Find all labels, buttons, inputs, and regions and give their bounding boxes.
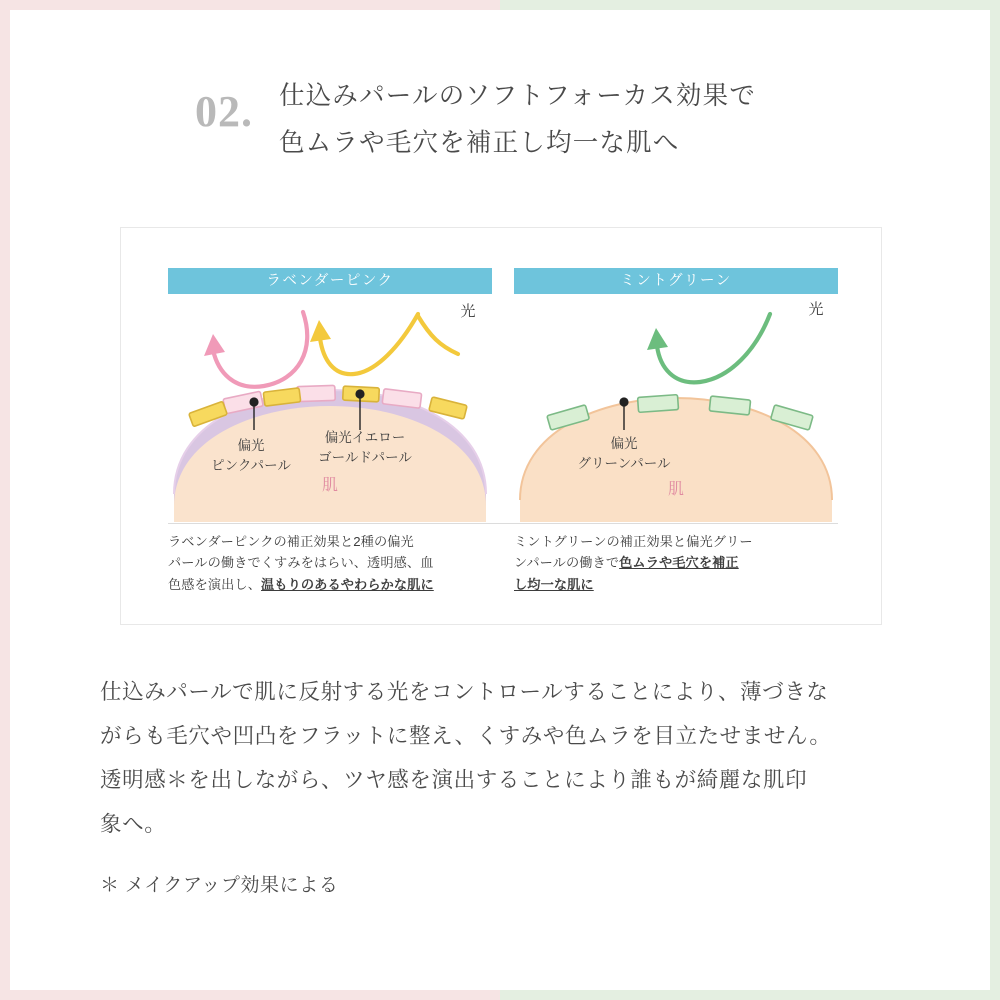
column-title-lavender-pink: ラベンダーピンク: [168, 268, 492, 294]
body-line-3: 透明感＊を出しながら、ツヤ感を演出することにより誰もが綺麗な肌印: [100, 768, 808, 793]
column-title-mint-green: ミントグリーン: [514, 268, 838, 294]
caption-left-line3-text: 色感を演出し、: [168, 576, 262, 592]
caption-left-line3: [168, 574, 492, 595]
label-polarized-gold-pearl-line2: ゴールドパール: [318, 450, 412, 466]
body-line-4: 象へ。: [100, 812, 167, 837]
diagram-lavender-pink: [168, 294, 492, 522]
label-polarized-gold-pearl-line1: 偏光イエロー: [324, 430, 406, 445]
footnote: ＊ メイクアップ効果による: [100, 875, 339, 896]
body-line-2: がらも毛穴や凹凸をフラットに整え、くすみや色ムラを目立たせません。: [100, 724, 832, 749]
light-label-left: 光: [460, 303, 476, 320]
heading-line-1: 仕込みパールのソフトフォーカス効果で: [279, 81, 757, 110]
caption-left-line1: ラベンダーピンクの補正効果と2種の偏光: [168, 534, 414, 549]
label-polarized-green-pearl: [549, 434, 699, 475]
caption-mint-green: [514, 531, 838, 595]
label-polarized-gold-pearl: [290, 428, 440, 469]
light-label-right: 光: [808, 301, 824, 318]
label-polarized-pink-pearl-line2: ピンクパール: [211, 458, 291, 474]
diagram-mint-green: [514, 294, 838, 522]
arrow-green-reflection: [647, 314, 770, 382]
caption-right-line1: ミントグリーンの補正効果と偏光グリー: [514, 534, 753, 549]
skin-label-left: 肌: [321, 477, 339, 494]
body-text: [100, 670, 930, 846]
skin-label-right: 肌: [667, 481, 685, 498]
column-lavender-pink: [168, 268, 492, 522]
caption-left-line2: パールの働きでくすみをはらい、透明感、血: [168, 555, 434, 571]
arrow-pink-reflection: [204, 312, 307, 387]
caption-right-emphasis-2: し均一な肌に: [514, 576, 594, 592]
body-line-1: 仕込みパールで肌に反射する光をコントロールすることにより、薄づきな: [100, 680, 829, 704]
label-polarized-green-pearl-line2: グリーンパール: [577, 456, 671, 472]
heading-number: 02.: [195, 87, 253, 136]
column-mint-green: [514, 268, 838, 522]
diagram-svg-lavender-pink: [168, 294, 492, 522]
panel-divider: [168, 523, 838, 524]
caption-right-line2-text: ンパールの働きで: [514, 555, 620, 571]
caption-lavender-pink: [168, 531, 492, 595]
heading-text: [279, 72, 756, 166]
caption-right-emphasis-1: 色ムラや毛穴を補正: [619, 555, 739, 571]
label-polarized-pink-pearl-line1: 偏光: [237, 438, 265, 453]
diagram-svg-mint-green: [514, 294, 838, 522]
caption-right-line3: [514, 574, 838, 595]
label-polarized-green-pearl-line1: 偏光: [610, 436, 638, 451]
page-heading: [195, 72, 756, 166]
diagram-panel: [120, 227, 882, 625]
heading-line-2: 色ムラや毛穴を補正し均一な肌へ: [279, 128, 680, 158]
caption-right-line2: [514, 552, 838, 573]
arrow-gold-light: [310, 314, 458, 374]
caption-left-emphasis: 温もりのあるやわらかな肌に: [261, 576, 434, 592]
